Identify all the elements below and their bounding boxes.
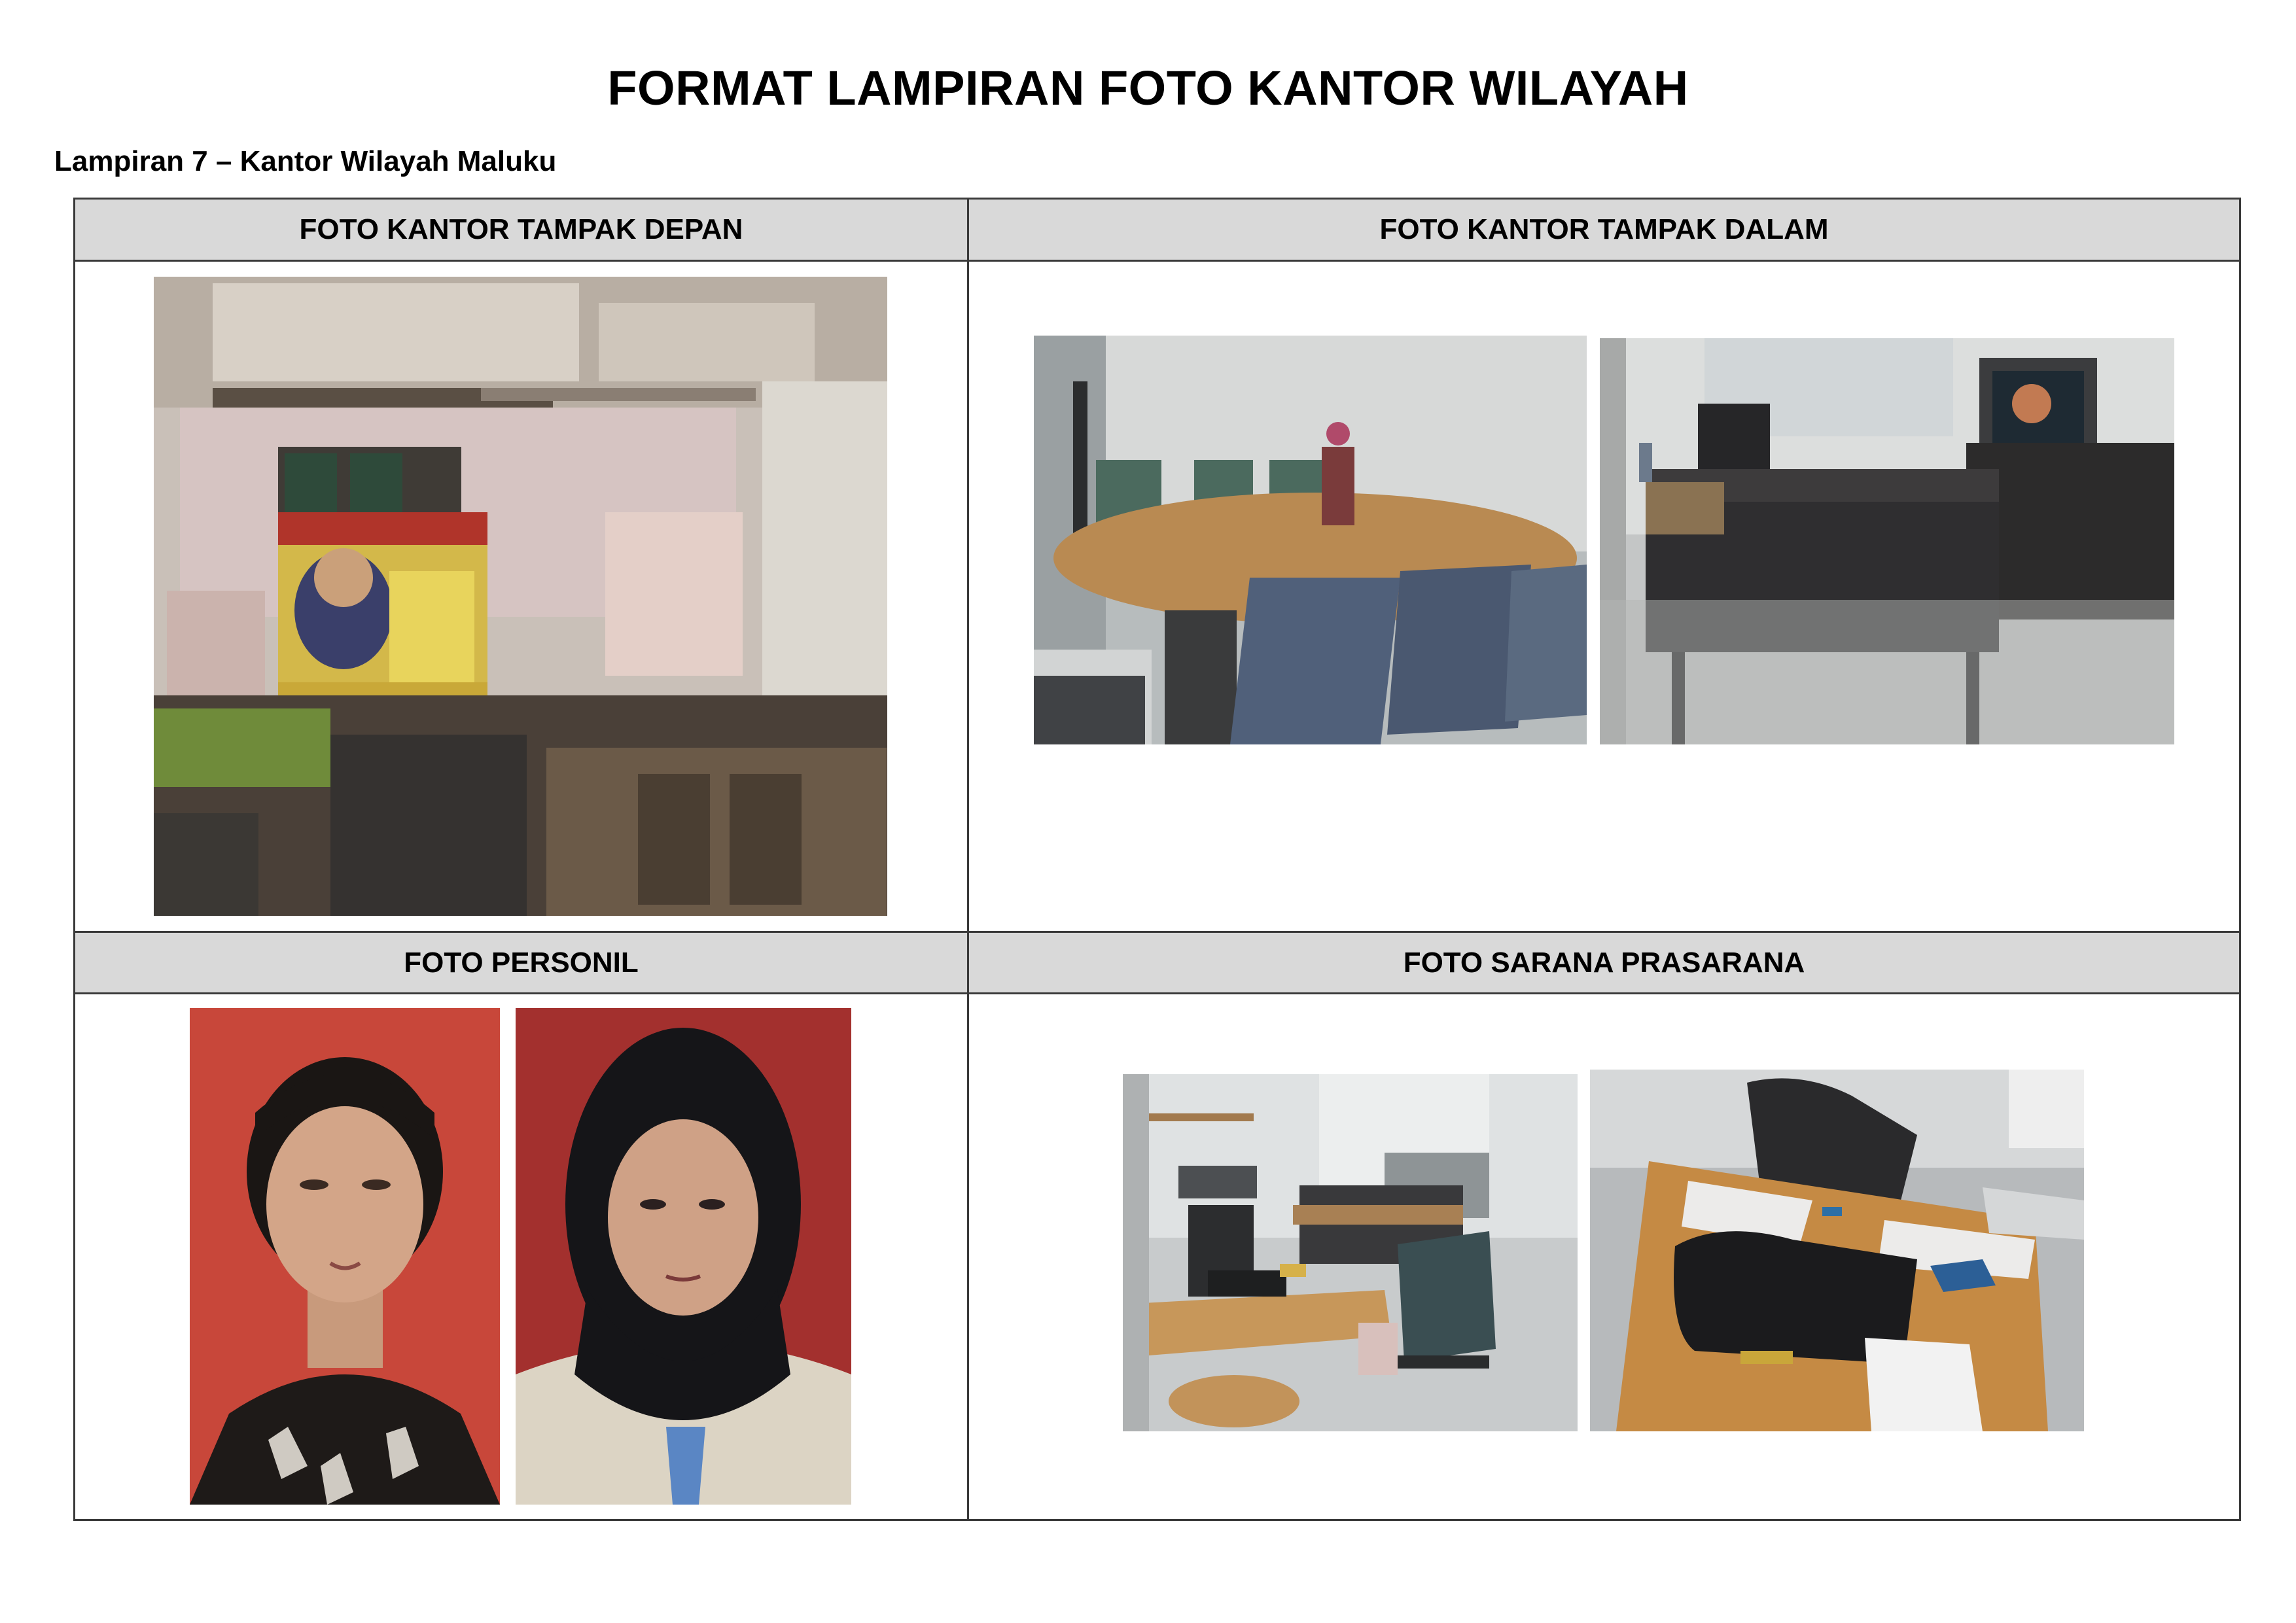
document-title: FORMAT LAMPIRAN FOTO KANTOR WILAYAH <box>607 61 1689 115</box>
header-label: FOTO KANTOR TAMPAK DALAM <box>1379 213 1829 245</box>
column-divider <box>967 200 969 1519</box>
header-label: FOTO PERSONIL <box>404 946 639 979</box>
facilities-workstation-photo <box>1123 1074 1578 1431</box>
facilities-printer-photo <box>1590 1070 2084 1431</box>
header-inside-view <box>969 200 2239 260</box>
header-facilities <box>969 933 2239 992</box>
row-divider <box>75 260 2239 262</box>
office-inside-desk-photo <box>1600 338 2174 744</box>
document-subtitle: Lampiran 7 – Kantor Wilayah Maluku <box>54 145 557 177</box>
personnel-photo-1 <box>190 1008 500 1505</box>
office-inside-meeting-photo <box>1034 336 1587 744</box>
header-label: FOTO KANTOR TAMPAK DEPAN <box>299 213 743 245</box>
row-divider <box>75 992 2239 994</box>
photo-table <box>73 198 2241 1521</box>
header-personnel <box>75 933 967 992</box>
personnel-photo-2 <box>516 1008 851 1505</box>
office-front-photo <box>154 277 887 916</box>
header-label: FOTO SARANA PRASARANA <box>1403 946 1805 979</box>
header-front-view <box>75 200 967 260</box>
